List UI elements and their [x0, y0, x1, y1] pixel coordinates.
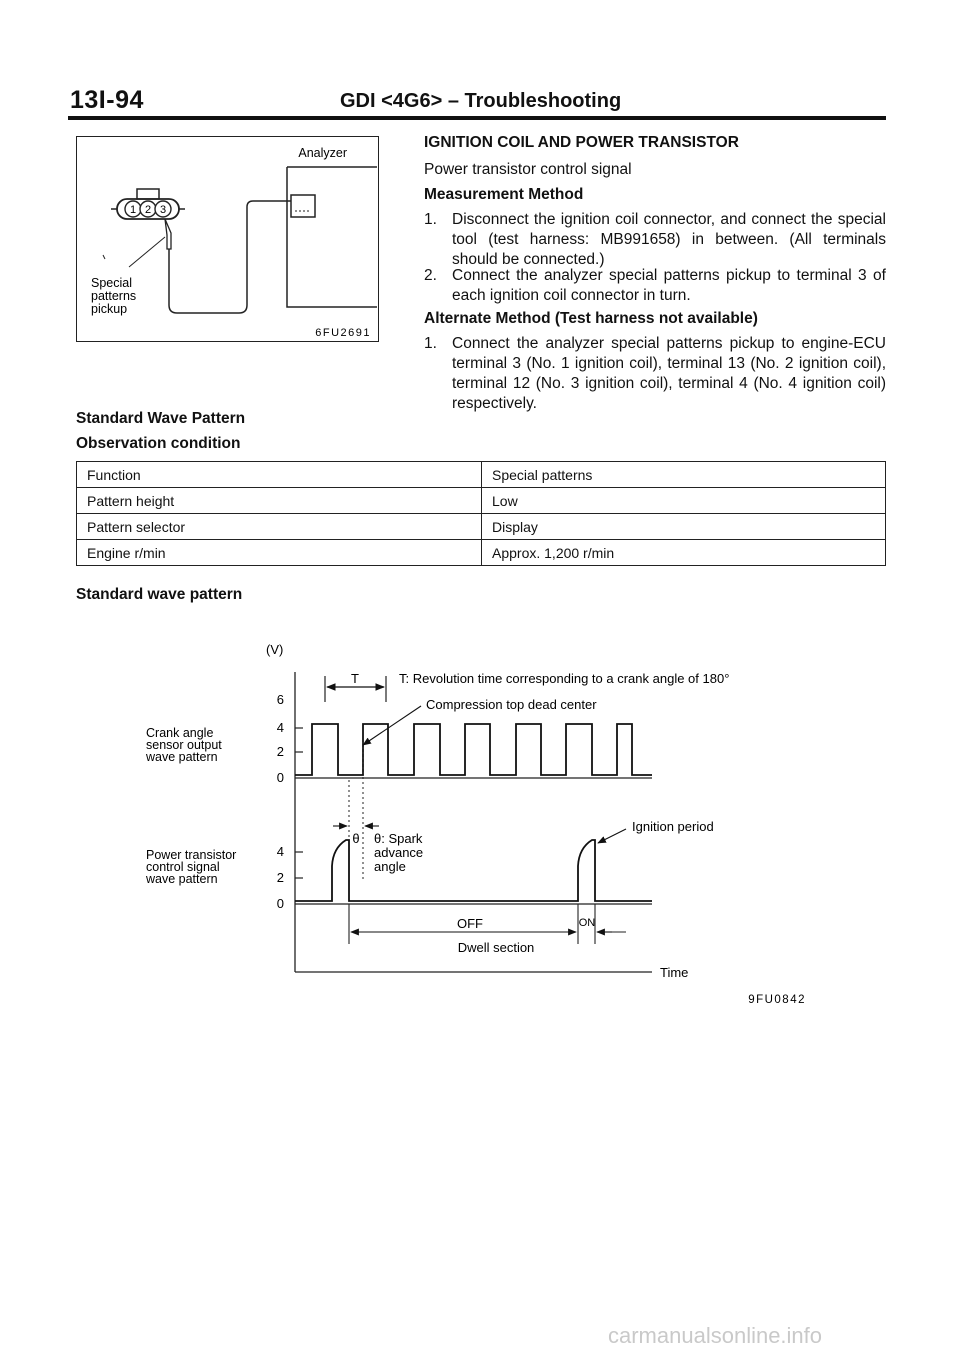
- table-cell: Low: [482, 488, 886, 514]
- voltage-unit-label: (V): [266, 642, 284, 657]
- table-row: [77, 514, 886, 540]
- pickup-label-line-2: patterns: [91, 289, 137, 303]
- section-title: IGNITION COIL AND POWER TRANSISTOR: [424, 134, 739, 151]
- table-row: [77, 488, 886, 514]
- tdc-label: Compression top dead center: [426, 697, 597, 712]
- pin-3-label: 3: [159, 204, 167, 216]
- ptr-tick-2: 2: [276, 870, 284, 885]
- theta-description-line-3: angle: [374, 859, 406, 874]
- step-text: Connect the analyzer special patterns pickup to terminal 3 of each ignition coil connector in turn.: [452, 267, 886, 304]
- table-cell: Pattern selector: [77, 514, 482, 540]
- step-number: 1.: [424, 335, 437, 352]
- page-title: GDI <4G6> – Troubleshooting: [340, 90, 622, 112]
- wave-figure-code: 9FU0842: [748, 994, 806, 1006]
- step-number: 1.: [424, 211, 437, 228]
- pin-2-label: 2: [144, 204, 152, 216]
- analyzer-connection-drawing: [77, 137, 380, 343]
- dwell-section-label: Dwell section: [457, 940, 535, 955]
- crank-tick-6: 6: [276, 692, 284, 707]
- crank-label-line-2: sensor output: [146, 738, 222, 752]
- ptr-tick-4: 4: [276, 844, 284, 859]
- table-row: [77, 540, 886, 566]
- step-number: 2.: [424, 267, 437, 284]
- measurement-step: [424, 210, 886, 270]
- table-row: [77, 462, 886, 488]
- table-cell: Display: [482, 514, 886, 540]
- table-cell: Approx. 1,200 r/min: [482, 540, 886, 566]
- measurement-step: [424, 266, 886, 306]
- alternate-method-heading: Alternate Method (Test harness not available): [424, 310, 758, 327]
- section-subtitle: Power transistor control signal: [424, 161, 632, 178]
- figure1-code: 6FU2691: [315, 327, 371, 339]
- step-text: Connect the analyzer special patterns pickup to engine-ECU terminal 3 (No. 1 ignition coil), terminal 13 (No. 2 ignition coil), terminal 12 (No. 3 ignition coil), terminal 4 (No. 4 ignition coil) respectively.: [452, 335, 886, 412]
- table-cell: Pattern height: [77, 488, 482, 514]
- analyzer-connection-figure: [76, 136, 379, 342]
- pin-1-label: 1: [129, 204, 137, 216]
- standard-wave-pattern-heading: Standard Wave Pattern: [76, 410, 246, 427]
- ptr-label-line-1: Power transistor: [146, 848, 237, 862]
- analyzer-label: Analyzer: [298, 146, 347, 160]
- ptr-label-line-3: wave pattern: [146, 872, 218, 886]
- pickup-probe-icon: [165, 219, 171, 249]
- crank-angle-wave: [295, 724, 652, 775]
- observation-condition-heading: Observation condition: [76, 435, 241, 452]
- pickup-label-line-1: Special: [91, 276, 132, 290]
- crank-tick-4: 4: [276, 720, 284, 735]
- table-cell: Function: [77, 462, 482, 488]
- table-cell: Special patterns: [482, 462, 886, 488]
- crank-label-line-1: Crank angle: [146, 726, 214, 740]
- header-rule: [68, 116, 886, 120]
- theta-symbol: θ: [352, 831, 360, 846]
- ptr-tick-0: 0: [276, 896, 284, 911]
- crank-label-line-3: wave pattern: [146, 750, 218, 764]
- page-number: 13I-94: [70, 86, 144, 114]
- crank-tick-0: 0: [276, 770, 284, 785]
- measurement-method-heading: Measurement Method: [424, 186, 584, 203]
- off-label: OFF: [457, 916, 483, 931]
- pickup-label-line-3: pickup: [91, 302, 128, 316]
- t-description: T: Revolution time corresponding to a crank angle of 180°: [399, 671, 730, 686]
- time-axis-label: Time: [660, 965, 689, 980]
- theta-description-line-2: advance: [374, 845, 424, 860]
- power-transistor-wave: [295, 840, 652, 901]
- watermark: carmanualsonline.info: [608, 1323, 823, 1348]
- standard-wave-pattern-subheading: Standard wave pattern: [76, 586, 243, 603]
- on-label: ON: [578, 917, 596, 929]
- theta-description-line-1: θ: Spark: [374, 831, 423, 846]
- ignition-period-label: Ignition period: [632, 819, 714, 834]
- t-label: T: [351, 671, 359, 686]
- crank-tick-2: 2: [276, 744, 284, 759]
- alternate-step: [424, 334, 886, 414]
- ptr-label-line-2: control signal: [146, 860, 220, 874]
- step-text: Disconnect the ignition coil connector, and connect the special tool (test harness: MB991658) in between. (All terminals should be connected.): [452, 211, 886, 268]
- table-cell: Engine r/min: [77, 540, 482, 566]
- observation-condition-table: [76, 461, 886, 566]
